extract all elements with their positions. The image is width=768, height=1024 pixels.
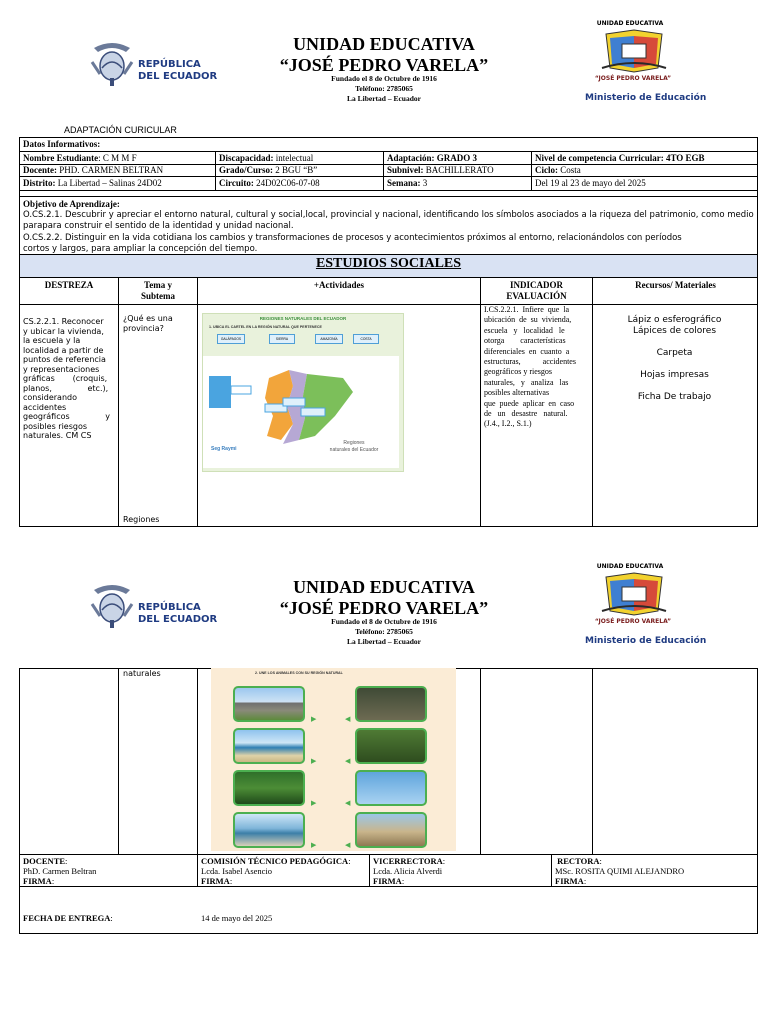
tema-question: ¿Qué es una provincia? [123, 314, 173, 333]
tema-naturales: naturales [123, 669, 161, 678]
delivery-date-value: 14 de mayo del 2025 [201, 913, 273, 923]
republica-logo-text: REPÚBLICA DEL ECUADOR [138, 59, 218, 82]
landscape-beach [233, 728, 305, 764]
ministerio-text: Ministerio de Educación [585, 636, 707, 646]
destreza-text: CS.2.2.1. Reconocer y ubicar la vivienda, la escuela y la localidad a partir de puntos de referencia y representaciones gráficas (croquis, planos, etc.), considerando accidentes geográficos y posibles riesgos naturales. CM CS [23, 317, 110, 440]
animal-tapir [355, 728, 427, 764]
objective-line-4: cortos y largos, para ampliar la concepción del tiempo. [23, 244, 258, 254]
school-crest-logo [598, 28, 670, 74]
col-header-recursos: Recursos/ Materiales [635, 280, 716, 290]
col-header-tema: Tema y Subtema [140, 280, 175, 301]
founded-text: Fundado el 8 de Octubre de 1916 [331, 617, 437, 626]
school-logo-bottom-text: “JOSÉ PEDRO VARELA” [594, 618, 672, 625]
connector-arrows-right: ◀ ◀ ◀ ◀ [345, 715, 351, 849]
sublevel-cell: Subnivel: BACHILLERATO [387, 165, 494, 175]
phone-text: Teléfono: 2785065 [355, 84, 413, 93]
school-logo-top-text: UNIDAD EDUCATIVA [596, 20, 664, 27]
adaptation-grade-cell: Adaptación: GRADO 3 [387, 153, 478, 163]
animal-tortoise [355, 686, 427, 722]
indicador-text: I.CS.2.2.1. Infiere que la ubicación de su vivienda, escuela y localidad le otorga características diferenciales en cuanto a estructuras, accidentes geográficos y riesgos naturales, y analiza las posibles alternativas que puede aplicar en caso de un desastre natural. (J.4., I.2., S.1.) [484, 305, 576, 429]
subject-title: ESTUDIOS SOCIALES [315, 256, 462, 271]
district-cell: Distrito: La Libertad – Salinas 24D02 [23, 178, 162, 188]
school-title-line1: UNIDAD EDUCATIVA [293, 34, 475, 54]
map-caption: Regiones naturales del Ecuador [329, 440, 379, 453]
school-crest-logo [598, 571, 670, 617]
adaptation-title: ADAPTACIÓN CURICULAR [64, 125, 177, 135]
worksheet2-instruction: 2. UNE LOS ANIMALES CON SU REGIÓN NATURAL [255, 671, 343, 675]
connector-arrows: ▶ ▶ ▶ ▶ [311, 715, 317, 849]
week-cell: Semana: 3 [387, 178, 428, 188]
school-title-line2: “JOSÉ PEDRO VARELA” [279, 55, 489, 75]
vicerrectora-signature: VICERRECTORA: Lcda. Alicia Alverdi FIRMA: [373, 856, 446, 886]
school-logo-bottom-text: “JOSÉ PEDRO VARELA” [594, 75, 672, 82]
label-galapagos: GALÁPAGOS [217, 334, 245, 344]
student-name-cell: Nombre Estudiante: C M M F [23, 153, 137, 163]
worksheet-title: REGIONES NATURALES DEL ECUADOR [259, 316, 347, 321]
recurso-item: Ficha De trabajo [637, 392, 712, 402]
republica-logo-text: REPÚBLICA DEL ECUADOR [138, 602, 218, 625]
ministerio-text: Ministerio de Educación [585, 93, 707, 103]
recurso-item: Lápices de colores [632, 326, 717, 336]
recursos-list [593, 315, 756, 403]
objective-label: Objetivo de Aprendizaje: [23, 199, 120, 209]
recurso-item: Hojas impresas [640, 370, 709, 380]
school-logo-top-text: UNIDAD EDUCATIVA [596, 563, 664, 570]
founded-text: Fundado el 8 de Octubre de 1916 [331, 74, 437, 83]
brand-logo: Seg Raymi [211, 446, 237, 452]
disability-cell: Discapacidad: intelectual [219, 153, 314, 163]
col-header-indicador: INDICADOR EVALUACIÓN [506, 280, 567, 301]
delivery-date-label: FECHA DE ENTREGA: [23, 913, 113, 923]
objective-line-3: O.CS.2.2. Distinguir en la vida cotidiana los cambios y transformaciones de procesos y acontecimientos próximos al entorno, relacionándolos con períodos [23, 233, 682, 243]
landscape-volcano [233, 686, 305, 722]
comision-signature: COMISIÓN TÉCNICO PEDAGÓGICA: Lcda. Isabel Asencio FIRMA: [201, 856, 351, 886]
col-header-actividades: +Actividades [313, 280, 365, 290]
school-title-line1: UNIDAD EDUCATIVA [293, 577, 475, 597]
tema-regiones: Regiones [123, 515, 160, 524]
label-costa: COSTA [353, 334, 379, 344]
regions-worksheet-image [202, 313, 404, 472]
date-range-cell: Del 19 al 23 de mayo del 2025 [535, 178, 646, 188]
datos-informativos-label: Datos Informativos: [23, 139, 101, 149]
label-sierra: SIERRA [269, 334, 295, 344]
animals-worksheet-image [211, 668, 456, 851]
animal-albatross [355, 770, 427, 806]
recurso-item: Carpeta [656, 348, 693, 358]
phone-text: Teléfono: 2785065 [355, 627, 413, 636]
objective-line-2: parapara construir el sentido de la identidad y unidad nacional. [23, 221, 294, 231]
animal-llama [355, 812, 427, 848]
circuit-cell: Circuito: 24D02C06-07-08 [219, 178, 320, 188]
rectora-signature: RECTORA: MSc. ROSITA QUIMI ALEJANDRO FIRMA: [555, 856, 685, 886]
grade-course-cell: Grado/Curso: 2 BGU “B” [219, 165, 318, 175]
landscape-island [233, 812, 305, 848]
city-text: La Libertad – Ecuador [347, 94, 421, 103]
col-header-destreza: DESTREZA [44, 280, 94, 290]
recurso-item: Lápiz o esferográfico [627, 315, 722, 325]
teacher-cell: Docente: PHD. CARMEN BELTRAN [23, 165, 164, 175]
school-title-line2: “JOSÉ PEDRO VARELA” [279, 598, 489, 618]
city-text: La Libertad – Ecuador [347, 637, 421, 646]
landscape-forest [233, 770, 305, 806]
worksheet-instruction: 1. UBICA EL CARTEL EN LA REGIÓN NATURAL QUE PERTENECE [209, 325, 322, 329]
label-amazonia: AMAZONÍA [315, 334, 343, 344]
competence-level-cell: Nivel de competencia Curricular: 4TO EGB [535, 153, 705, 163]
docente-signature: DOCENTE: PhD. Carmen Beltran FIRMA: [23, 856, 97, 886]
cycle-cell: Ciclo: Costa [535, 165, 581, 175]
objective-line-1: O.CS.2.1. Descubrir y apreciar el entorno natural, cultural y social,local, provincial y nacional, identificando los símbolos asociados a la riqueza del patrimonio, como medio [23, 210, 754, 220]
